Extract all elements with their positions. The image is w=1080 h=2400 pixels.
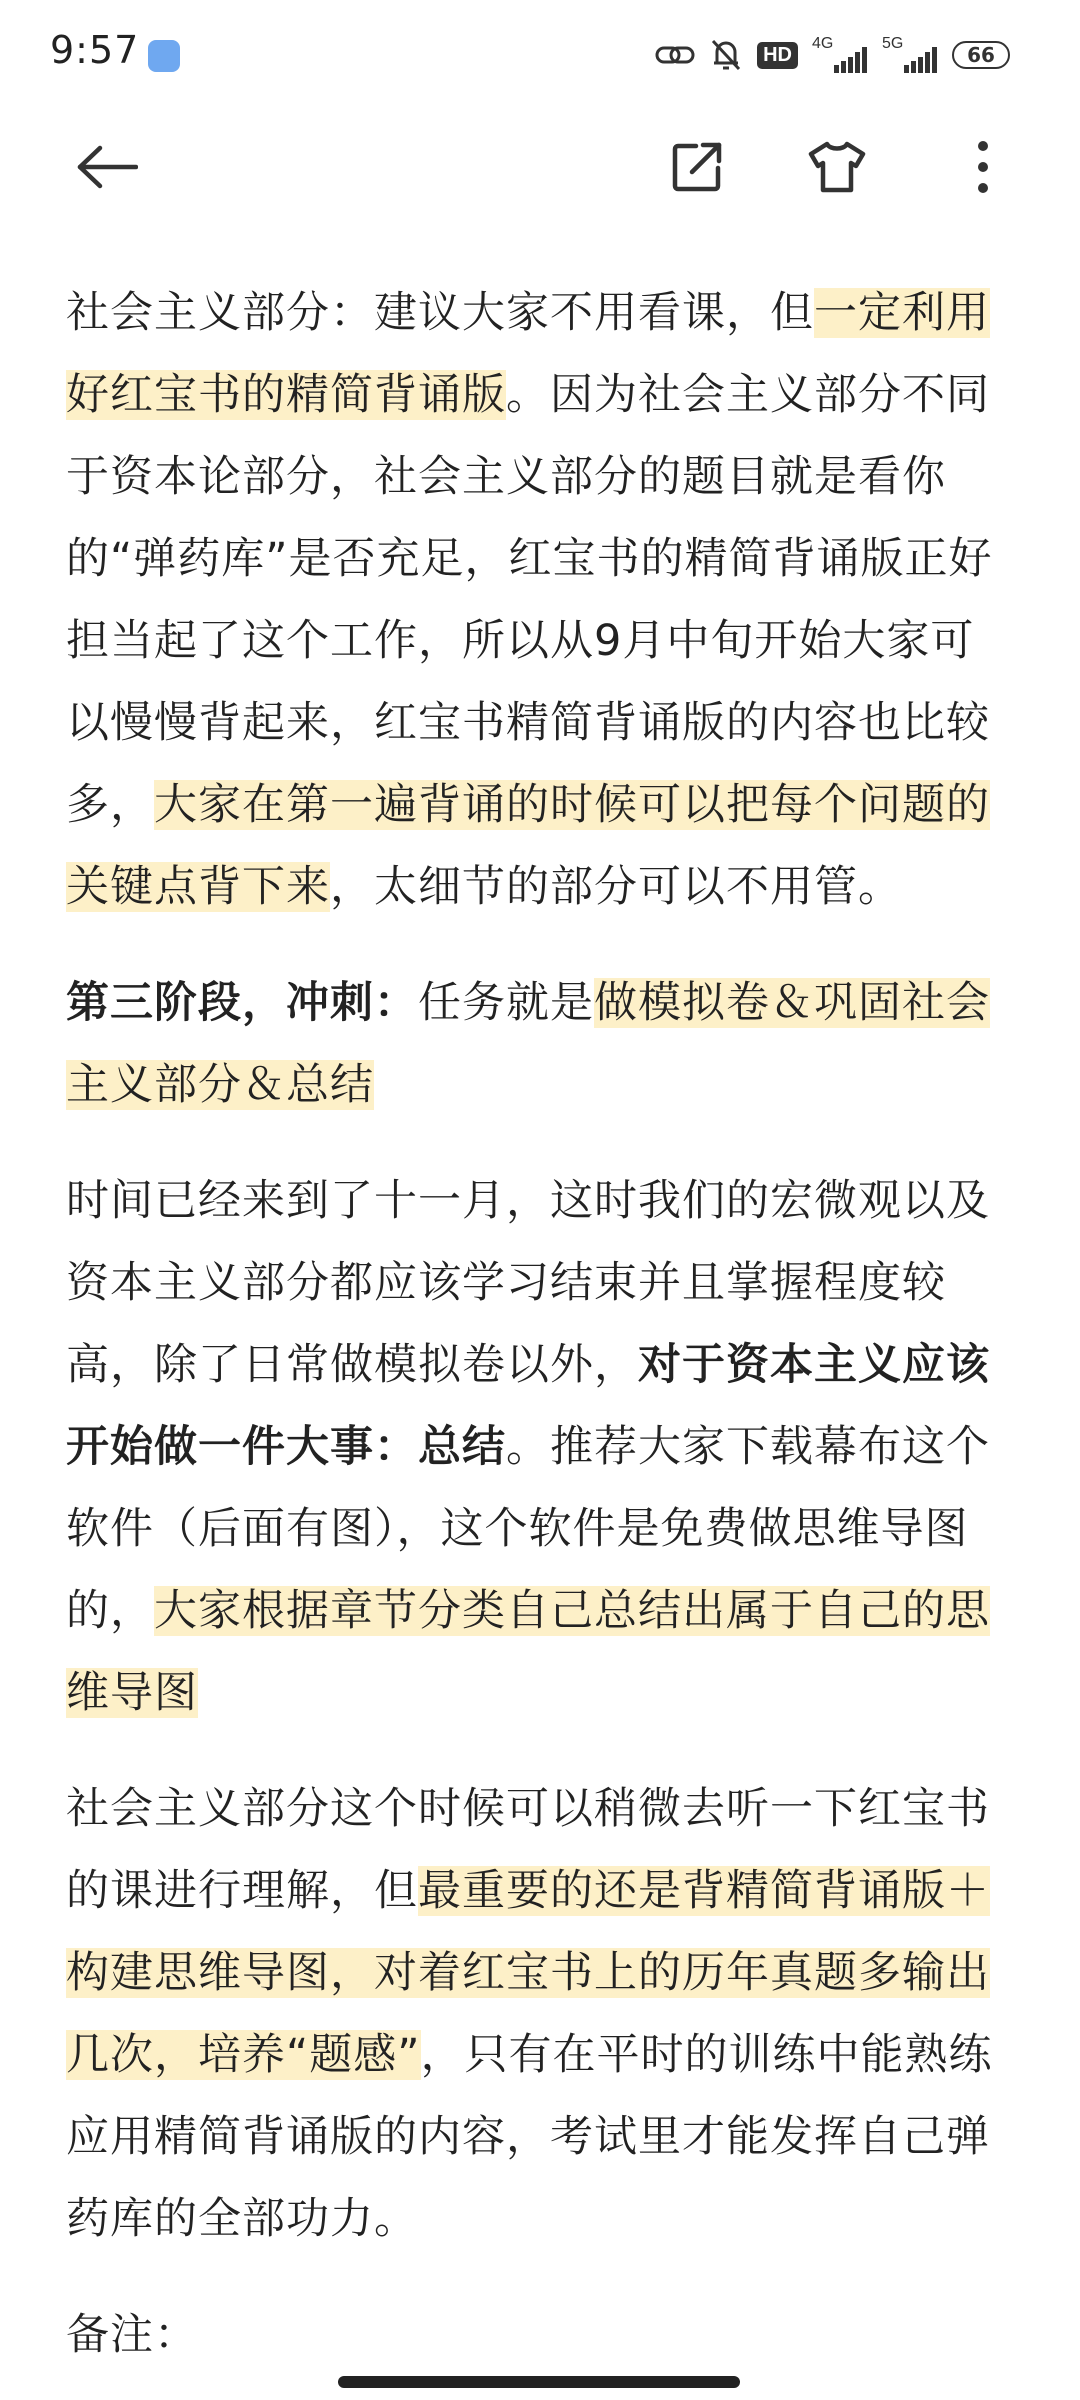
- text-segment: 时间已经来到了十一月，这时我们的宏微观以及资本主义部分都应该学习结束并且掌握程度较高，除了日常做模拟卷以外，: [66, 1176, 990, 1390]
- more-button[interactable]: [948, 132, 1018, 202]
- arrow-left-icon: [76, 145, 138, 189]
- paragraph-gap: [66, 1734, 1006, 1768]
- share-button[interactable]: [662, 132, 732, 202]
- network-5g-label: 5G: [882, 35, 904, 52]
- status-bar: [0, 0, 1080, 112]
- more-vertical-icon: [976, 139, 990, 195]
- nav-bar: [0, 112, 1080, 222]
- signal-5g: [882, 35, 938, 75]
- signal-bars-icon: [904, 47, 938, 73]
- highlighted-text: 一定利用好红宝书的精简背诵版: [66, 288, 990, 420]
- share-external-icon: [670, 140, 724, 194]
- paragraph-stage-three: [66, 962, 1006, 1126]
- paragraph-gap: [66, 928, 1006, 962]
- article-body: [66, 272, 1006, 2376]
- app-notification-icon: [148, 40, 180, 72]
- mute-bell-icon: [709, 37, 743, 73]
- highlighted-text: 大家根据章节分类自己总结出属于自己的思维导图: [66, 1586, 990, 1718]
- link-icon: [655, 40, 695, 70]
- bold-heading: 第三阶段，冲刺：: [66, 978, 418, 1028]
- hd-voice-badge: HD: [757, 42, 798, 69]
- text-segment: 社会主义部分这个时候可以稍微去听一下红宝书的课进行理解，但: [66, 1784, 990, 1916]
- paragraph-gap: [66, 1126, 1006, 1160]
- text-segment: ，太细节的部分可以不用管。: [330, 862, 902, 912]
- text-segment: 。因为社会主义部分不同于资本论部分，社会主义部分的题目就是看你的“弹药库”是否充足，红宝书的精简背诵版正好担当起了这个工作，所以从9月中旬开始大家可以慢慢背起来，红宝书精简背诵版的内容也比较多，: [66, 370, 993, 830]
- highlighted-text: 做模拟卷＆巩固社会主义部分＆总结: [66, 978, 990, 1110]
- tshirt-icon: [807, 140, 867, 194]
- text-segment: 社会主义部分：建议大家不用看课，但: [66, 288, 814, 338]
- paragraph-november: [66, 1160, 1006, 1734]
- network-4g-label: 4G: [812, 35, 834, 52]
- text-segment: 任务就是: [418, 978, 594, 1028]
- home-indicator[interactable]: [338, 2376, 740, 2388]
- highlighted-text: 大家在第一遍背诵的时候可以把每个问题的关键点背下来: [66, 780, 990, 912]
- highlighted-text: 最重要的还是背精简背诵版＋构建思维导图，对着红宝书上的历年真题多输出几次，培养“题感”: [66, 1866, 990, 2080]
- paragraph-notes: [66, 2294, 1006, 2376]
- text-segment: 。推荐大家下载幕布这个软件（后面有图），这个软件是免费做思维导图的，: [66, 1422, 990, 1636]
- status-icons: [655, 30, 1010, 80]
- skin-button[interactable]: [802, 132, 872, 202]
- bold-text: 对于资本主义应该开始做一件大事：总结: [66, 1340, 990, 1472]
- text-segment: ，只有在平时的训练中能熟练应用精简背诵版的内容，考试里才能发挥自己弹药库的全部功力。: [66, 2030, 993, 2244]
- back-button[interactable]: [72, 132, 142, 202]
- status-time: 9:57: [50, 28, 140, 72]
- paragraph-socialism: [66, 272, 1006, 928]
- text-segment: 备注：: [66, 2310, 198, 2360]
- battery-indicator: 66: [952, 41, 1010, 69]
- paragraph-socialism-review: [66, 1768, 1006, 2260]
- signal-4g: [812, 35, 868, 75]
- paragraph-gap: [66, 2260, 1006, 2294]
- signal-bars-icon: [834, 47, 868, 73]
